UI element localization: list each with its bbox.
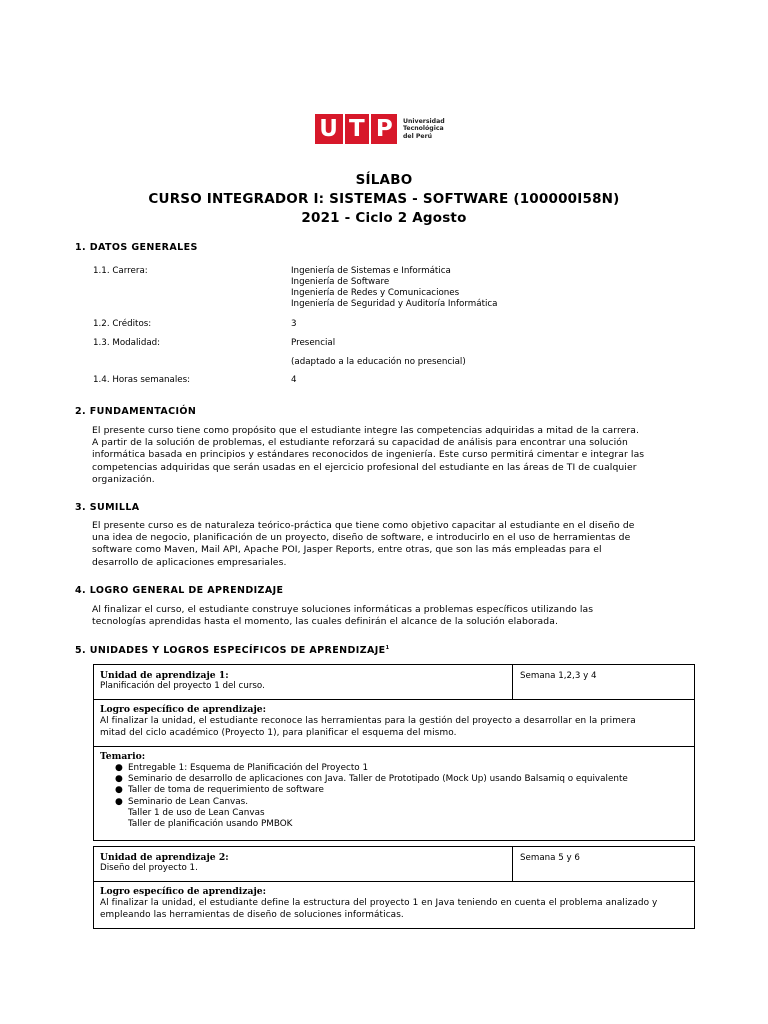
bullet-icon: ● [115,785,123,796]
carrera-item: Ingeniería de Seguridad y Auditoría Informática [291,299,498,309]
unit-1-temario-list [115,763,628,830]
section-3-heading: 3. SUMILLA [75,502,140,513]
sumilla-text [92,520,694,569]
utp-logo [315,114,445,144]
paragraph-line: El presente curso es de naturaleza teórico-práctica que tiene como objetivo capacitar al estudiante en el diseño de [92,520,635,531]
bullet-icon: ● [115,796,123,807]
carrera-label: 1.1. Carrera: [93,266,148,276]
temario-item [128,819,628,830]
section-4-heading: 4. LOGRO GENERAL DE APRENDIZAJE [75,585,284,596]
logo-letter-u: U [319,116,338,142]
bullet-icon: ● [115,763,123,773]
paragraph-line: software como Maven, Mail API, Apache POI, Jasper Reports, entre otras, que son las más empleadas para el [92,544,602,556]
section-1-heading: 1. DATOS GENERALES [75,242,198,253]
logo-line-1: Universidad [403,117,445,125]
logo-line-3: del Perú [403,132,433,140]
temario-item-text: Seminario de Lean Canvas. [128,796,249,807]
logo-divider [369,114,371,144]
paragraph-line: A partir de la solución de problemas, el estudiante reforzará su capacidad de análisis para encontrar una solución [92,437,628,449]
paragraph-line: competencias adquiridas que serán usadas en el ejercicio profesional del estudiante en las áreas de TI de cualquier [92,461,637,473]
unit-1-logro-line: Al finalizar la unidad, el estudiante reconoce las herramientas para la gestión del proyecto a desarrollar en la primera [100,716,636,726]
section-5-heading [75,645,389,656]
horas-label: 1.4. Horas semanales: [93,375,191,385]
horas-value: 4 [291,375,297,385]
temario-item [128,808,628,819]
temario-item-text: Seminario de desarrollo de aplicaciones con Java. Taller de Prototipado (Mock Up) usando Balsamiq o equivalente [128,774,628,785]
paragraph-line: Al finalizar el curso, el estudiante construye soluciones informáticas a problemas específicos utilizando las [92,604,594,615]
unit-2-desc: Diseño del proyecto 1. [100,863,198,873]
footnote-mark: 1 [385,645,390,651]
unit-1-logro-title: Logro específico de aprendizaje: [100,704,267,715]
paragraph-line: informática basada en principios y estándares reconocidos de ingeniería. Este curso permitirá cimentar e integrar las [92,449,645,461]
unit-1-logro-line: mitad del ciclo académico (Proyecto 1), para planificar el esquema del mismo. [100,728,457,739]
carrera-list [291,266,498,310]
carrera-item: Ingeniería de Sistemas e Informática [291,266,451,276]
paragraph-line: desarrollo de aplicaciones empresariales. [92,556,287,568]
unit-1-logro [100,704,690,739]
paragraph-line: tecnologías aprendidas hasta el momento, las cuales definirán el alcance de la solución elaborada. [92,616,558,628]
course-title: CURSO INTEGRADOR I: SISTEMAS - SOFTWARE (100000I58N) [148,191,620,207]
temario-item [115,796,628,808]
modalidad-label: 1.3. Modalidad: [93,338,161,348]
logo-line-2: Tecnológica [403,125,444,133]
paragraph-line: una idea de negocio, planificación de un proyecto, diseño de software, e introducirlo en el uso de herramientas de [92,532,631,544]
creditos-label: 1.2. Créditos: [93,319,152,329]
modalidad-note: (adaptado a la educación no presencial) [291,357,466,367]
unit-1-header [100,670,265,692]
unit-2-logro-line: empleando las herramientas de diseño de soluciones informáticas. [100,910,404,921]
unit-2-column-divider [512,846,513,882]
unit-2-logro-title: Logro específico de aprendizaje: [100,886,267,897]
carrera-item: Ingeniería de Software [291,277,390,287]
paragraph-line: organización. [92,473,155,485]
unit-1-title: Unidad de aprendizaje 1: [100,670,229,681]
bullet-icon: ● [115,774,123,785]
unit-2-logro [100,886,690,921]
course-period: 2021 - Ciclo 2 Agosto [301,210,467,226]
modalidad-value: Presencial [291,338,336,348]
creditos-value: 3 [291,319,297,329]
unit-2-logro-line: Al finalizar la unidad, el estudiante define la estructura del proyecto 1 en Java teniendo en cuenta el problema analizado y [100,898,658,908]
temario-item [115,785,628,796]
logo-letter-t: T [349,116,365,142]
temario-item-text: Taller 1 de uso de Lean Canvas [128,807,265,818]
logo-letter-p: P [375,116,393,142]
unit-1-desc: Planificación del proyecto 1 del curso. [100,681,265,691]
unit-2-header [100,852,229,874]
utp-logo-mark [315,114,397,144]
unit-2-title: Unidad de aprendizaje 2: [100,852,229,863]
fundamentacion-text [92,425,694,486]
temario-item-text: Entregable 1: Esquema de Planificación del Proyecto 1 [128,763,369,773]
temario-item [115,774,628,785]
logo-wordmark [403,118,445,141]
temario-item [115,763,628,774]
document-title: SÍLABO [355,172,413,188]
carrera-item: Ingeniería de Redes y Comunicaciones [291,288,460,298]
section-2-heading: 2. FUNDAMENTACIÓN [75,406,197,417]
section-5-heading-text: 5. UNIDADES Y LOGROS ESPECÍFICOS DE APRENDIZAJE [75,645,386,657]
unit-1-weeks: Semana 1,2,3 y 4 [520,671,597,681]
temario-item-text: Taller de toma de requerimiento de software [128,785,324,796]
paragraph-line: El presente curso tiene como propósito que el estudiante integre las competencias adquiridas a mitad de la carrera. [92,425,640,436]
unit-1-column-divider [512,664,513,700]
unit-2-weeks: Semana 5 y 6 [520,853,580,863]
unit-1-temario-title: Temario: [100,751,146,762]
logo-divider [343,114,345,144]
temario-item-text: Taller de planificación usando PMBOK [128,819,293,830]
logro-general-text [92,604,694,628]
